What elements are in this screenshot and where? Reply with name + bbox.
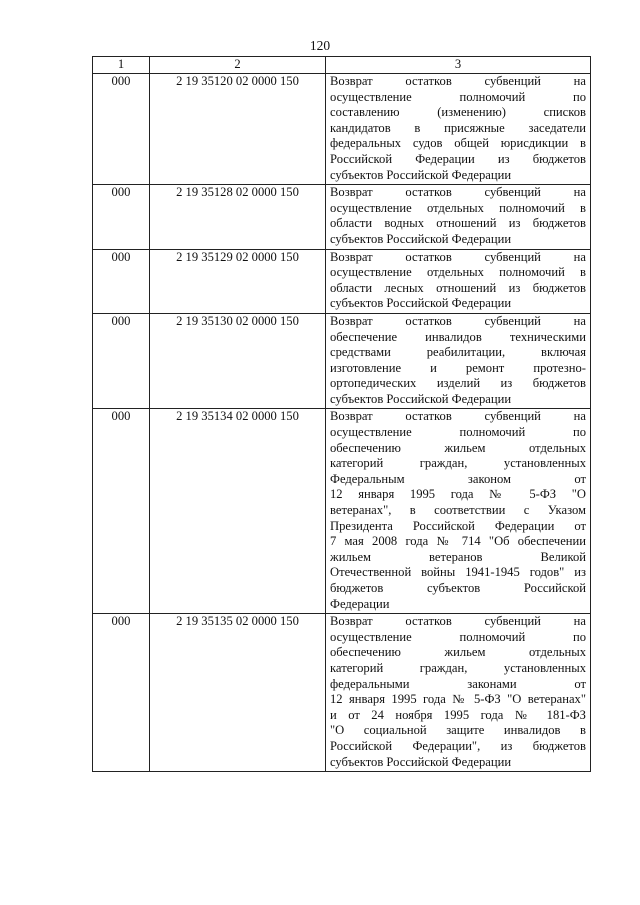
budget-code-cell: 2 19 35120 02 0000 150 (150, 74, 326, 185)
description-line: области лесных отношений из бюджетов (330, 280, 586, 295)
description-line: Возврат остатков субвенций на (330, 313, 586, 328)
description-line: Президента Российской Федерации от (330, 518, 586, 533)
column-header-3: 3 (326, 57, 591, 74)
description-line: субъектов Российской Федерации (330, 391, 512, 406)
description-line: Российской Федерации", из бюджетов (330, 738, 586, 753)
budget-code-cell: 2 19 35134 02 0000 150 (150, 409, 326, 614)
description-line: осуществление отдельных полномочий в (330, 265, 586, 280)
admin-code-cell: 000 (93, 614, 150, 772)
description-line: Федеральным законом от (330, 471, 586, 486)
description-line: осуществление полномочий по (330, 629, 586, 644)
table-row (93, 409, 591, 614)
table-row (93, 313, 591, 409)
description-line: обеспечению жильем отдельных (330, 440, 586, 455)
description-line: средствами реабилитации, включая (330, 345, 586, 360)
description-cell (326, 409, 591, 614)
description-line: "О социальной защите инвалидов в (330, 723, 586, 738)
admin-code-cell: 000 (93, 313, 150, 409)
budget-code-cell: 2 19 35130 02 0000 150 (150, 313, 326, 409)
column-header-2: 2 (150, 57, 326, 74)
description-line: субъектов Российской Федерации (330, 167, 512, 182)
description-line: обеспечение инвалидов техническими (330, 329, 586, 344)
description-cell (326, 313, 591, 409)
description-line: категорий граждан, установленных (330, 660, 586, 675)
admin-code-cell: 000 (93, 409, 150, 614)
column-header-1: 1 (93, 57, 150, 74)
table-header-row (93, 57, 591, 74)
description-line: 12 января 1995 года № 5-ФЗ "О (330, 487, 586, 502)
description-line: обеспечению жильем отдельных (330, 645, 586, 660)
description-line: области водных отношений из бюджетов (330, 216, 586, 231)
budget-code-cell: 2 19 35128 02 0000 150 (150, 185, 326, 249)
description-line: жильем ветеранов Великой (330, 549, 586, 564)
table-row (93, 614, 591, 772)
table-row (93, 74, 591, 185)
description-line: ветеранах", в соответствии с Указом (330, 503, 586, 518)
description-line: субъектов Российской Федерации (330, 754, 512, 769)
description-line: осуществление полномочий по (330, 89, 586, 104)
description-line: субъектов Российской Федерации (330, 296, 512, 311)
description-line: 7 мая 2008 года № 714 "Об обеспечении (330, 534, 586, 549)
description-line: Возврат остатков субвенций на (330, 74, 586, 88)
description-line: составлению (изменению) списков (330, 105, 586, 120)
description-line: федеральных судов общей юрисдикции в (330, 136, 586, 151)
admin-code-cell: 000 (93, 74, 150, 185)
description-line: Возврат остатков субвенций на (330, 185, 586, 200)
budget-code-cell: 2 19 35129 02 0000 150 (150, 249, 326, 313)
description-line: Федерации (330, 596, 390, 611)
description-line: Возврат остатков субвенций на (330, 409, 586, 424)
description-line: изготовление и ремонт протезно- (330, 360, 586, 375)
table-row (93, 249, 591, 313)
description-line: категорий граждан, установленных (330, 456, 586, 471)
admin-code-cell: 000 (93, 249, 150, 313)
description-cell (326, 185, 591, 249)
table-body (93, 74, 591, 772)
description-line: Российской Федерации из бюджетов (330, 151, 586, 166)
description-line: и от 24 ноября 1995 года № 181-ФЗ (330, 707, 586, 722)
description-line: Отечественной войны 1941-1945 годов" из (330, 565, 586, 580)
description-line: 12 января 1995 года № 5-ФЗ "О ветеранах" (330, 692, 586, 707)
description-cell (326, 74, 591, 185)
description-line: осуществление отдельных полномочий в (330, 200, 586, 215)
description-line: субъектов Российской Федерации (330, 231, 512, 246)
budget-codes-table (92, 56, 591, 772)
description-line: Возврат остатков субвенций на (330, 614, 586, 629)
description-line: ортопедических изделий из бюджетов (330, 376, 586, 391)
description-line: федеральными законами от (330, 676, 586, 691)
budget-code-cell: 2 19 35135 02 0000 150 (150, 614, 326, 772)
page-number: 120 (309, 38, 331, 53)
description-line: кандидатов в присяжные заседатели (330, 120, 586, 135)
table-row (93, 185, 591, 249)
admin-code-cell: 000 (93, 185, 150, 249)
description-line: бюджетов субъектов Российской (330, 581, 586, 595)
description-cell (326, 249, 591, 313)
description-cell (326, 614, 591, 772)
description-line: осуществление полномочий по (330, 425, 586, 440)
description-line: Возврат остатков субвенций на (330, 249, 586, 264)
